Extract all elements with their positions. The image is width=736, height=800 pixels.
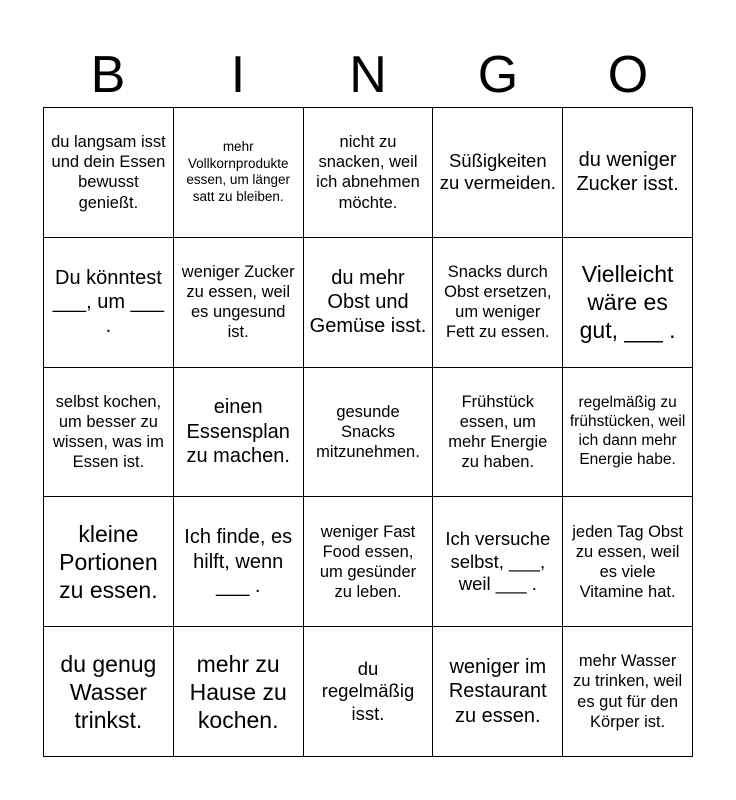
bingo-cell: du genug Wasser trinkst. <box>44 627 174 757</box>
header-letter-g: G <box>477 46 519 104</box>
bingo-cell: Snacks durch Obst ersetzen, um weniger Fett zu essen. <box>433 238 563 368</box>
bingo-cell: du langsam isst und dein Essen bewusst genießt. <box>44 108 174 238</box>
bingo-cell: selbst kochen, um besser zu wissen, was im Essen ist. <box>44 368 174 498</box>
bingo-cell: mehr Wasser zu trinken, weil es gut für den Körper ist. <box>563 627 693 757</box>
bingo-cell: du mehr Obst und Gemüse isst. <box>304 238 434 368</box>
bingo-cell: nicht zu snacken, weil ich abnehmen möchte. <box>304 108 434 238</box>
bingo-cell: regelmäßig zu frühstücken, weil ich dann mehr Energie habe. <box>563 368 693 498</box>
bingo-cell: weniger Zucker zu essen, weil es ungesund ist. <box>174 238 304 368</box>
bingo-cell: mehr zu Hause zu kochen. <box>174 627 304 757</box>
bingo-cell: du regelmäßig isst. <box>304 627 434 757</box>
bingo-header <box>43 44 693 106</box>
header-letter-i: I <box>230 46 246 104</box>
header-letter-o: O <box>607 46 649 104</box>
bingo-cell: einen Essensplan zu machen. <box>174 368 304 498</box>
bingo-cell: weniger im Restaurant zu essen. <box>433 627 563 757</box>
bingo-cell: du weniger Zucker isst. <box>563 108 693 238</box>
bingo-cell: kleine Portionen zu essen. <box>44 497 174 627</box>
bingo-grid <box>43 107 693 757</box>
bingo-cell: gesunde Snacks mitzunehmen. <box>304 368 434 498</box>
bingo-cell: weniger Fast Food essen, um gesünder zu leben. <box>304 497 434 627</box>
header-letter-n: N <box>349 46 387 104</box>
bingo-cell: Vielleicht wäre es gut, ___ . <box>563 238 693 368</box>
bingo-cell: Ich versuche selbst, ___, weil ___ . <box>433 497 563 627</box>
bingo-cell: Ich finde, es hilft, wenn ___ . <box>174 497 304 627</box>
bingo-cell: jeden Tag Obst zu essen, weil es viele Vitamine hat. <box>563 497 693 627</box>
bingo-cell: Süßigkeiten zu vermeiden. <box>433 108 563 238</box>
bingo-cell: Du könntest ___, um ___ . <box>44 238 174 368</box>
bingo-cell: Frühstück essen, um mehr Energie zu haben. <box>433 368 563 498</box>
bingo-cell: mehr Vollkornprodukte essen, um länger satt zu bleiben. <box>174 108 304 238</box>
header-letter-b: B <box>90 46 126 104</box>
